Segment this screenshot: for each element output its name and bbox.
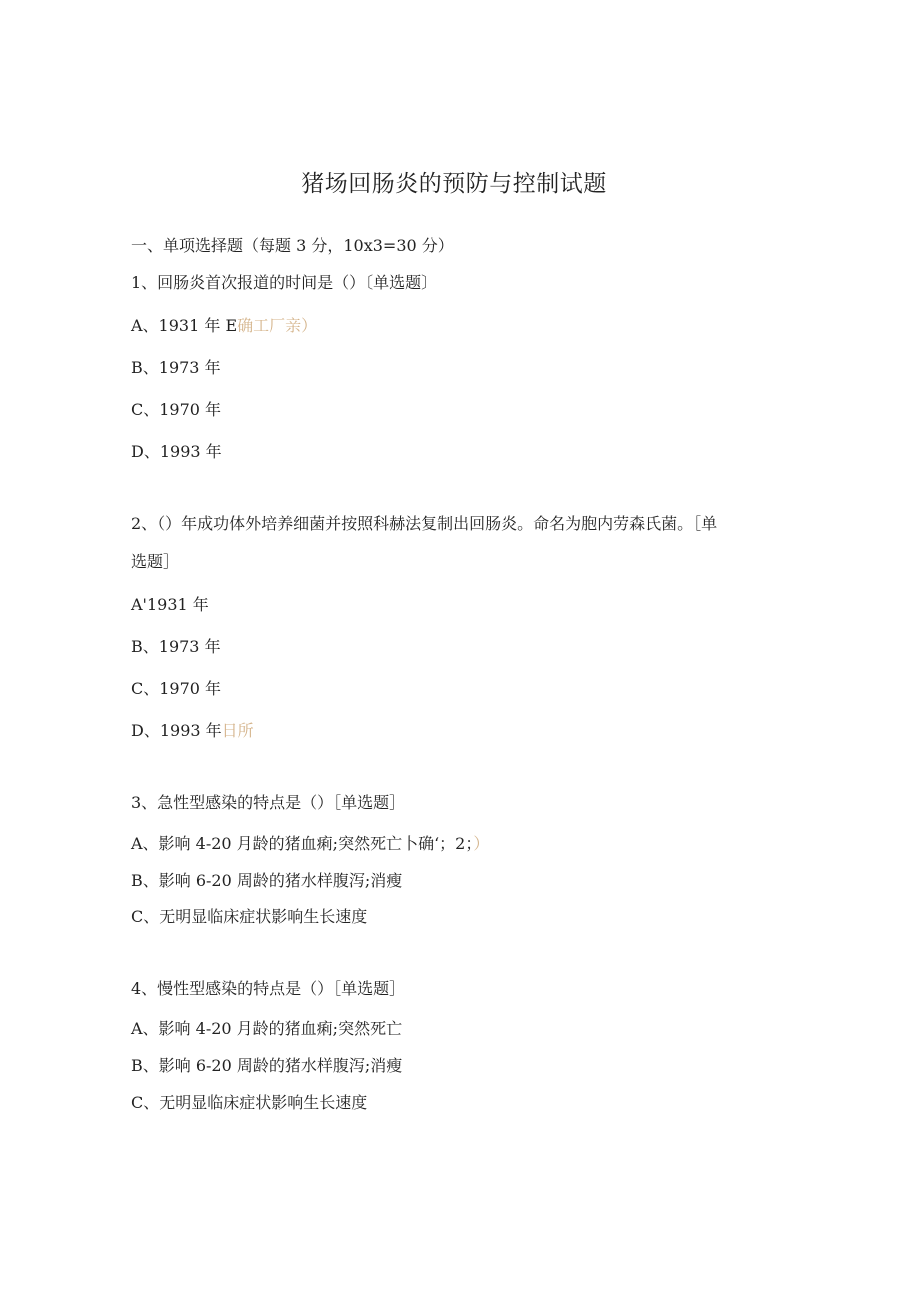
question-1-option-a [131, 316, 317, 336]
question-3-text: 3、急性型感染的特点是（）［单选题］ [131, 793, 406, 812]
question-2-option-b: B、1973 年 [131, 637, 221, 656]
question-2-text-line2: 选题］ [131, 552, 180, 571]
question-2-option-d [131, 721, 254, 741]
question-1-option-b: B、1973 年 [131, 358, 221, 377]
page-title: 猪场回肠炎的预防与控制试题 [301, 171, 607, 197]
question-3-option-c: C、无明显临床症状影响生长速度 [131, 907, 368, 926]
question-1-text: 1、回肠炎首次报道的时间是（）〔单选题〕 [131, 273, 438, 292]
option-faded-text: 确工厂亲） [237, 316, 318, 335]
question-1-option-d: D、1993 年 [131, 442, 222, 461]
option-faded-text: 日所 [221, 721, 254, 740]
question-4-option-c: C、无明显临床症状影响生长速度 [131, 1093, 368, 1112]
question-4-option-a: A、影响 4-20 月龄的猪血痢;突然死亡 [131, 1019, 403, 1038]
question-3-option-a [131, 834, 489, 854]
question-1-option-c: C、1970 年 [131, 400, 222, 419]
question-2-text-line1: 2、（）年成功体外培养细菌并按照科赫法复制出回肠炎。命名为胞内劳森氏菌。［单 [131, 514, 718, 533]
question-4-option-b: B、影响 6-20 周龄的猪水样腹泻;消瘦 [131, 1056, 403, 1075]
question-4-text: 4、慢性型感染的特点是（）［单选题］ [131, 979, 406, 998]
option-text: D、1993 年 [131, 721, 222, 740]
section-heading: 一、单项选择题（每题 3 分，10x3=30 分） [131, 236, 454, 255]
option-faded-text: ） [473, 834, 490, 853]
question-2-option-c: C、1970 年 [131, 679, 222, 698]
question-2-option-a: A'1931 年 [131, 595, 209, 614]
option-text: A、1931 年 E [131, 316, 238, 335]
question-3-option-b: B、影响 6-20 周龄的猪水样腹泻;消瘦 [131, 871, 403, 890]
option-text: A、影响 4-20 月龄的猪血痢;突然死亡卜确‘；2； [131, 834, 474, 853]
